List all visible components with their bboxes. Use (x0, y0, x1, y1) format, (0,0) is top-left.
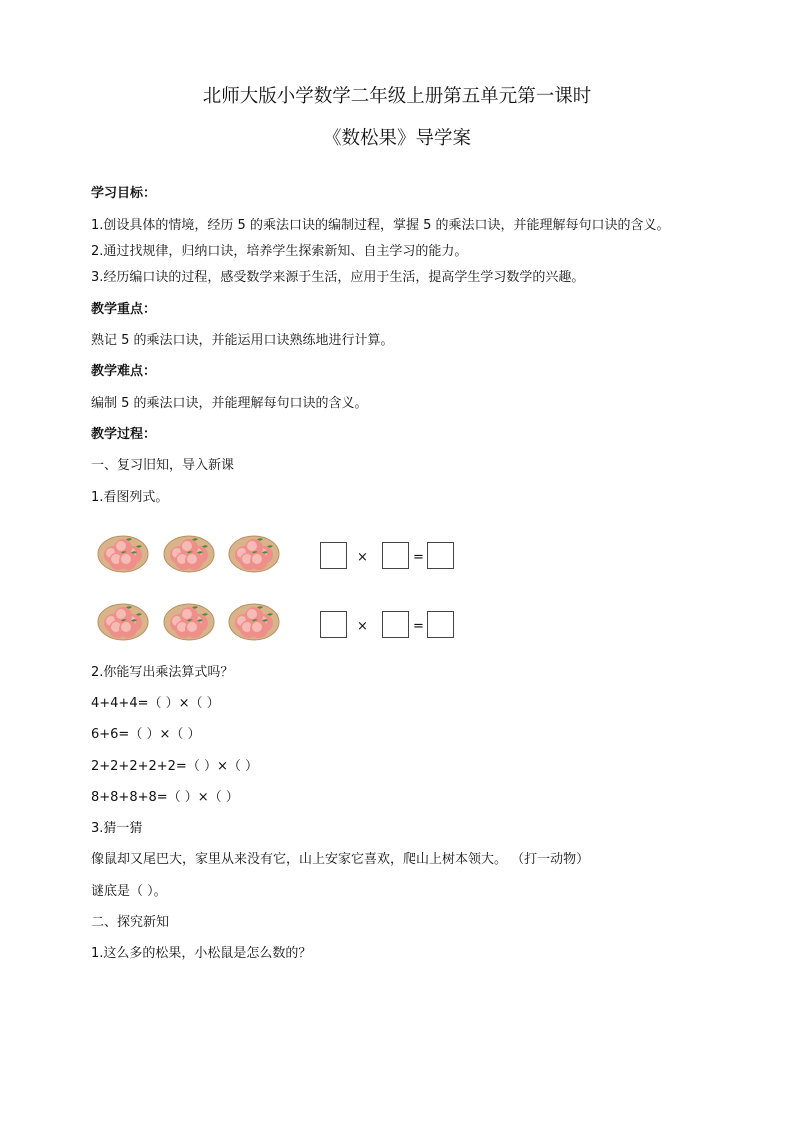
objective-item: 2.通过找规律，归纳口诀，培养学生探索新知、自主学习的能力。 (91, 244, 468, 259)
section-heading: 二、探究新知 (91, 915, 170, 930)
times-sign: × (357, 619, 368, 634)
equation-line: 4+4+4=（ ）×（ ） (91, 696, 220, 711)
answer-box[interactable] (320, 611, 347, 638)
objectives-heading: 学习目标： (91, 186, 157, 201)
riddle-text: 像鼠却又尾巴大，家里从来没有它，山上安家它喜欢，爬山上树本领大。 （打一动物） (91, 852, 590, 867)
answer-box[interactable] (427, 611, 454, 638)
page-subtitle: 《数松果》导学案 (322, 128, 471, 149)
question-label: 3.猜一猜 (91, 821, 143, 836)
equals-sign: = (413, 619, 424, 634)
peach-plate-image (97, 596, 149, 642)
difficulty-text: 编制 5 的乘法口诀，并能理解每句口诀的含义。 (91, 396, 368, 411)
section-heading: 一、复习旧知，导入新课 (91, 458, 235, 473)
process-heading: 教学过程： (91, 427, 157, 442)
peach-plate-image (228, 528, 280, 574)
answer-box[interactable] (427, 542, 454, 569)
times-sign: × (357, 550, 368, 565)
peach-plate-image (163, 528, 215, 574)
equation-line: 8+8+8+8=（ ）×（ ） (91, 790, 239, 805)
equation-line: 6+6=（ ）×（ ） (91, 727, 201, 742)
key-point-heading: 教学重点： (91, 302, 157, 317)
question-label: 1.这么多的松果，小松鼠是怎么数的？ (91, 946, 312, 961)
peach-plate-image (97, 528, 149, 574)
peach-plate-image (228, 596, 280, 642)
peach-plate-image (163, 596, 215, 642)
key-point-text: 熟记 5 的乘法口诀，并能运用口诀熟练地进行计算。 (91, 333, 394, 348)
objective-item: 1.创设具体的情境，经历 5 的乘法口诀的编制过程，掌握 5 的乘法口诀，并能理解每句口诀的含义。 (91, 218, 670, 233)
page-title: 北师大版小学数学二年级上册第五单元第一课时 (202, 86, 592, 107)
riddle-answer: 谜底是（ ）。 (91, 884, 167, 899)
difficulty-heading: 教学难点： (91, 364, 157, 379)
answer-box[interactable] (382, 542, 409, 569)
objective-item: 3.经历编口诀的过程，感受数学来源于生活，应用于生活，提高学生学习数学的兴趣。 (91, 270, 585, 285)
answer-box[interactable] (320, 542, 347, 569)
question-label: 1.看图列式。 (91, 490, 169, 505)
question-label: 2.你能写出乘法算式吗？ (91, 665, 234, 680)
equation-line: 2+2+2+2+2=（ ）×（ ） (91, 759, 258, 774)
answer-box[interactable] (382, 611, 409, 638)
equals-sign: = (413, 550, 424, 565)
